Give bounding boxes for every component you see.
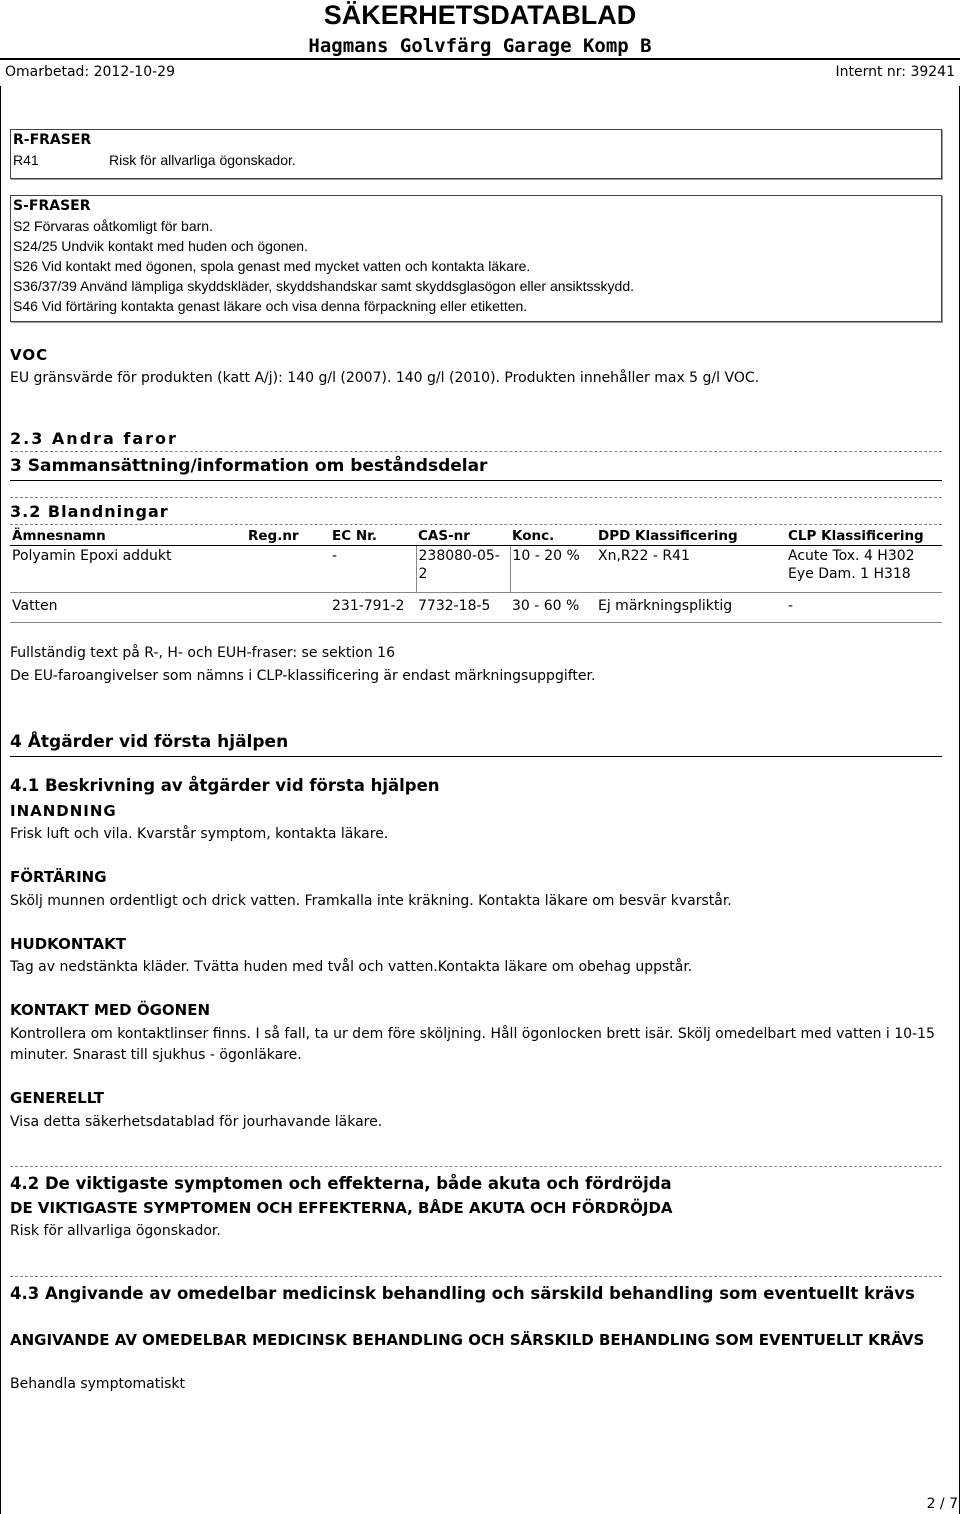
- s-phrases-heading: S-FRASER: [13, 198, 91, 214]
- table-header-row: [10, 527, 942, 546]
- voc-text: EU gränsvärde för produkten (katt A/j): 140 g/l (2007). 140 g/l (2010). Produkten innehåller max 5 g/l VOC.: [10, 370, 760, 386]
- section-4-2-heading: 4.2 De viktigaste symptomen och effekterna, både akuta och fördröjda: [10, 1174, 672, 1193]
- column-header: DPD Klassificering: [596, 527, 786, 546]
- clp-classification: Acute Tox. 4 H302 Eye Dam. 1 H318: [786, 546, 942, 593]
- section-divider: [10, 451, 942, 452]
- ec-nr: 231-791-2: [330, 593, 416, 623]
- treatment-label: ANGIVANDE AV OMEDELBAR MEDICINSK BEHANDLING OCH SÄRSKILD BEHANDLING SOM EVENTUELLT KRÄVS: [10, 1331, 925, 1349]
- r-phrase-code: R41: [13, 152, 39, 168]
- ingestion-label: FÖRTÄRING: [10, 868, 107, 886]
- concentration: 10 - 20 %: [510, 546, 596, 593]
- section-divider: [10, 756, 942, 757]
- treatment-text: Behandla symptomatiskt: [10, 1376, 185, 1392]
- skin-contact-text: Tag av nedstänkta kläder. Tvätta huden med tvål och vatten.Kontakta läkare om obehag uppstår.: [10, 959, 693, 975]
- column-header: Konc.: [510, 527, 596, 546]
- symptoms-label: DE VIKTIGASTE SYMPTOMEN OCH EFFEKTERNA, BÅDE AKUTA OCH FÖRDRÖJDA: [10, 1199, 673, 1217]
- section-divider: [10, 497, 942, 498]
- reg-nr: [246, 546, 330, 593]
- concentration: 30 - 60 %: [510, 593, 596, 623]
- column-header: CLP Klassificering: [786, 527, 942, 546]
- column-header: CAS-nr: [416, 527, 510, 546]
- cas-nr: 7732-18-5: [416, 593, 510, 623]
- section-2-3-heading: 2.3 Andra faror: [10, 429, 178, 448]
- column-header: Ämnesnamn: [10, 527, 246, 546]
- s-phrase-line: S36/37/39 Använd lämpliga skyddskläder, skyddshandskar samt skyddsglasögon eller ansiktsskydd.: [13, 278, 635, 294]
- section-divider: [10, 480, 942, 481]
- table-row: [10, 546, 942, 593]
- general-text: Visa detta säkerhetsdatablad för jourhavande läkare.: [10, 1114, 383, 1130]
- dpd-classification: Ej märkningspliktig: [596, 593, 786, 623]
- table-row: [10, 593, 942, 623]
- substance-name: Polyamin Epoxi addukt: [10, 546, 246, 593]
- r-phrases-heading: R-FRASER: [13, 132, 92, 148]
- product-name: Hagmans Golvfärg Garage Komp B: [308, 35, 652, 57]
- section-3-heading: 3 Sammansättning/information om beståndsdelar: [10, 456, 488, 476]
- voc-heading: VOC: [10, 346, 49, 364]
- skin-contact-label: HUDKONTAKT: [10, 935, 126, 953]
- internal-number: Internt nr: 39241: [835, 64, 955, 80]
- header-rule: [0, 58, 960, 60]
- inhalation-text: Frisk luft och vila. Kvarstår symptom, kontakta läkare.: [10, 826, 389, 842]
- ingestion-text: Skölj munnen ordentligt och drick vatten. Framkalla inte kräkning. Kontakta läkare om besvär kvarstår.: [10, 893, 732, 909]
- section-divider: [10, 1166, 942, 1167]
- eye-contact-text: Kontrollera om kontaktlinser finns. I så fall, ta ur dem före sköljning. Håll ögonlocken brett isär. Skölj omedelbart med vatten i 10-15 minuter. Snarast till sjukhus - ögonläkare.: [10, 1026, 935, 1063]
- section-4-3-heading: 4.3 Angivande av omedelbar medicinsk behandling och särskild behandling som eventuellt krävs: [10, 1284, 915, 1303]
- s-phrase-line: S46 Vid förtäring kontakta genast läkare och visa denna förpackning eller etiketten.: [13, 298, 528, 314]
- s-phrase-line: S2 Förvaras oåtkomligt för barn.: [13, 218, 213, 234]
- full-text-note: Fullständig text på R-, H- och EUH-fraser: se sektion 16: [10, 645, 395, 661]
- reg-nr: [246, 593, 330, 623]
- column-header: Reg.nr: [246, 527, 330, 546]
- document-title: SÄKERHETSDATABLAD: [323, 0, 637, 30]
- ec-nr: -: [330, 546, 416, 593]
- section-4-heading: 4 Åtgärder vid första hjälpen: [10, 732, 289, 752]
- clp-note: De EU-faroangivelser som nämns i CLP-klassificering är endast märkningsuppgifter.: [10, 668, 596, 684]
- eye-contact-label: KONTAKT MED ÖGONEN: [10, 1001, 211, 1019]
- section-divider: [10, 1276, 942, 1277]
- section-3-2-heading: 3.2 Blandningar: [10, 502, 169, 521]
- section-divider: [10, 524, 942, 525]
- s-phrase-line: S24/25 Undvik kontakt med huden och ögonen.: [13, 238, 308, 254]
- column-header: EC Nr.: [330, 527, 416, 546]
- r-phrase-row: [11, 150, 941, 170]
- r-phrases-box: [10, 129, 942, 179]
- substance-name: Vatten: [10, 593, 246, 623]
- revision-date: Omarbetad: 2012-10-29: [5, 64, 175, 80]
- s-phrases-box: [10, 195, 942, 322]
- components-table: [10, 527, 942, 623]
- cas-nr: 238080-05-2: [416, 546, 510, 593]
- r-phrase-text: Risk för allvarliga ögonskador.: [109, 152, 296, 168]
- clp-classification: -: [786, 593, 942, 623]
- s-phrase-line: S26 Vid kontakt med ögonen, spola genast med mycket vatten och kontakta läkare.: [13, 258, 531, 274]
- dpd-classification: Xn,R22 - R41: [596, 546, 786, 593]
- inhalation-label: INANDNING: [10, 802, 117, 820]
- symptoms-text: Risk för allvarliga ögonskador.: [10, 1223, 221, 1239]
- general-label: GENERELLT: [10, 1089, 105, 1107]
- section-4-1-heading: 4.1 Beskrivning av åtgärder vid första hjälpen: [10, 776, 440, 795]
- page-number: 2 / 7: [926, 1496, 958, 1512]
